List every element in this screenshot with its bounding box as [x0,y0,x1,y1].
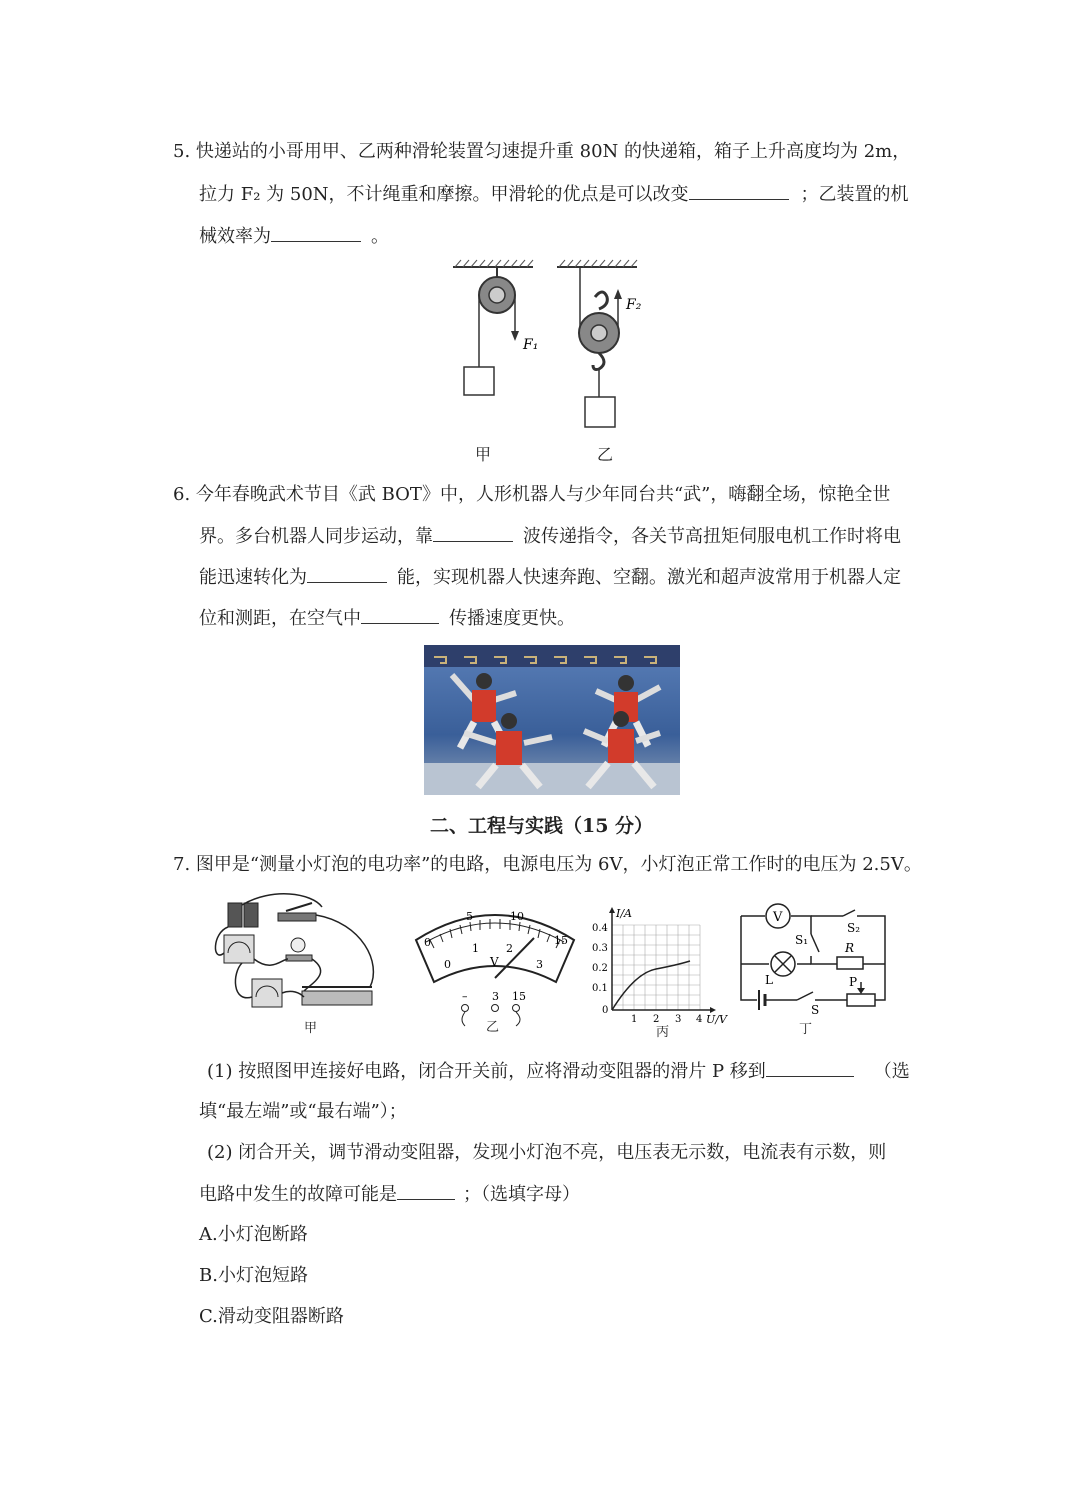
q6-blank-3[interactable] [361,605,439,624]
graph-ytick-0: 0 [602,1005,609,1016]
q7-sub2-line-1: (2) 闭合开关，调节滑动变阻器，发现小灯泡不亮，电压表无示数，电流表有示数，则 [207,1142,887,1163]
q5-line-3-tail: 。 [371,226,389,247]
voltmeter-top-15: 15 [554,934,568,947]
q7-sub1-text: (1) 按照图甲连接好电路，闭合开关前，应将滑动变阻器的滑片 P 移到 [207,1061,766,1082]
voltmeter-bottom-3: 3 [536,958,543,971]
graph-ytick-03: 0.3 [592,943,608,954]
q7-sub1-tail: （选 [873,1061,910,1082]
q5-line-2-tail: ；乙装置的机 [800,184,909,205]
q7-option-a: A.小灯泡断路 [199,1224,308,1245]
q5-line-1: 5. 快递站的小哥用甲、乙两种滑轮装置匀速提升重 80N 的快递箱，箱子上升高度均为 2m， [173,141,911,162]
q6-blank-1[interactable] [433,523,513,542]
graph-xtick-2: 2 [653,1014,660,1025]
q6-line-2 [199,523,901,550]
q5-line-2-text: 拉力 F₂ 为 50N，不计绳重和摩擦。甲滑轮的优点是可以改变 [199,184,689,205]
voltmeter-unit: V [490,955,499,969]
pulley-figure [445,255,645,470]
q7-option-c: C.滑动变阻器断路 [199,1306,344,1327]
graph-ytick-01: 0.1 [592,983,608,994]
q6-line-4 [199,605,575,632]
graph-ylabel: I/A [616,907,632,920]
q7-sub2-blank[interactable] [397,1181,455,1200]
q7-sub2-tail: ；（选填字母） [463,1184,580,1205]
q5-blank-1[interactable] [689,181,789,200]
q7-sub1-line-1 [207,1058,910,1085]
voltmeter-bottom-1: 1 [472,942,479,955]
iu-graph-bing [590,905,740,1040]
schematic-s-label: S [811,1003,820,1017]
force-f1-label: F₁ [523,337,539,353]
q5-blank-2[interactable] [271,223,361,242]
q7-option-b: B.小灯泡短路 [199,1265,308,1286]
iu-graph-diagram [590,905,740,1035]
pulley-diagram [445,255,645,470]
terminal-15: 15 [512,990,526,1003]
pulley-label-yi: 乙 [597,445,614,464]
graph-xtick-1: 1 [631,1014,638,1025]
q6-line-2-text: 界。多台机器人同步运动，靠 [199,526,433,547]
fig-label-jia: 甲 [304,1021,318,1036]
section-2-title: 二、工程与实践（15 分） [430,815,654,837]
schematic-s2-label: S₂ [847,921,861,935]
schematic-v-label: V [773,910,783,925]
graph-xtick-4: 4 [696,1014,703,1025]
voltmeter-yi [410,900,580,1035]
q6-line-3-text: 能迅速转化为 [199,567,307,588]
q6-line-4-text: 位和测距，在空气中 [199,608,361,629]
q6-line-2-tail: 波传递指令，各关节高扭矩伺服电机工作时将电 [523,526,901,547]
q6-blank-2[interactable] [307,564,387,583]
fig-label-yi: 乙 [486,1020,500,1035]
q7-sub2-line-2 [199,1181,580,1208]
schematic-l-label: L [765,973,773,987]
schematic-p-label: P [849,975,858,989]
schematic-s1-label: S₁ [795,933,809,947]
circuit-photo-jia [212,893,382,1035]
fig-label-bing: 丙 [656,1025,670,1040]
q6-line-3 [199,564,901,591]
q5-line-3-text: 械效率为 [199,226,271,247]
q7-sub2-text: 电路中发生的故障可能是 [199,1184,397,1205]
voltmeter-diagram [410,900,580,1035]
circuit-photo-diagram [212,893,382,1035]
schematic-r-label: R [845,941,855,955]
q6-line-3-tail: 能，实现机器人快速奔跑、空翻。激光和超声波常用于机器人定 [397,567,901,588]
robot-photo-illustration [424,645,680,795]
voltmeter-top-zero: 0 [424,936,431,949]
force-f2-label: F₂ [626,297,642,313]
q7-sub1-line-2: 填“最左端”或“最右端”）； [199,1101,407,1122]
q5-line-3 [199,223,389,250]
q6-line-1: 6. 今年春晚武术节目《武 BOT》中，人形机器人与少年同台共“武”，嗨翻全场，惊艳全世 [173,484,891,505]
terminal-3: 3 [492,990,499,1003]
fig-label-ding: 丁 [799,1022,813,1037]
q7-line-1: 7. 图甲是“测量小灯泡的电功率”的电路，电源电压为 6V，小灯泡正常工作时的电压为 2.5V。 [173,854,922,875]
graph-xlabel: U/V [706,1013,727,1026]
q6-line-4-tail: 传播速度更快。 [449,608,575,629]
terminal-minus: – [462,990,468,1003]
voltmeter-bottom-2: 2 [506,942,513,955]
circuit-schematic-diagram [735,900,895,1035]
voltmeter-bottom-0: 0 [444,958,451,971]
graph-ytick-02: 0.2 [592,963,608,974]
q7-sub1-blank[interactable] [766,1058,854,1077]
circuit-schematic-ding [735,900,895,1035]
q5-line-2 [199,181,909,208]
voltmeter-top-5: 5 [466,910,473,923]
graph-xtick-3: 3 [675,1014,682,1025]
pulley-label-jia: 甲 [475,445,492,464]
robot-photo [424,645,680,795]
graph-ytick-04: 0.4 [592,923,608,934]
voltmeter-top-10: 10 [510,910,524,923]
